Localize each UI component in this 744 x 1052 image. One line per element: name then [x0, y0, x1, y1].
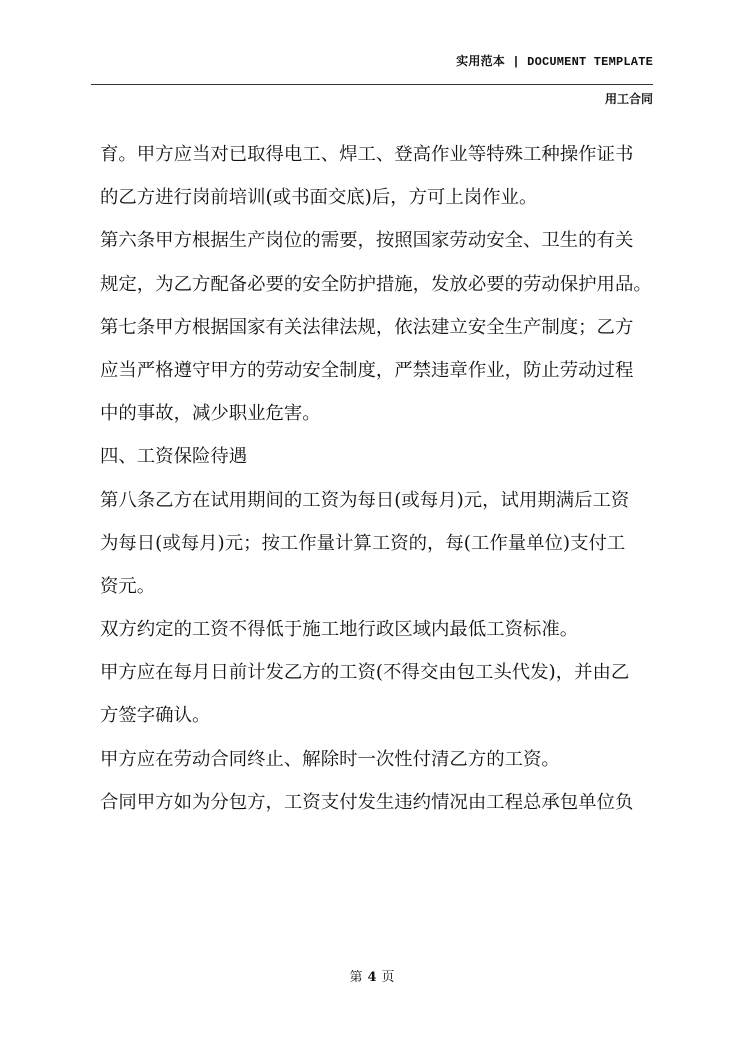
text-line: 中的事故，减少职业危害。	[100, 403, 321, 425]
text-line: 第七条甲方根据国家有关法律法规，依法建立安全生产制度；乙方	[100, 316, 634, 338]
text-line: 方签字确认。	[100, 705, 211, 727]
text-line: 规定，为乙方配备必要的安全防护措施，发放必要的劳动保护用品。	[100, 273, 652, 295]
text-line: 双方约定的工资不得低于施工地行政区域内最低工资标准。	[100, 619, 579, 641]
page-label-suffix: 页	[381, 970, 395, 985]
header-tag: 实用范本 | DOCUMENT TEMPLATE	[456, 55, 653, 69]
text-line: 资元。	[100, 575, 156, 597]
page-number: 4	[367, 970, 377, 985]
section-heading: 四、工资保险待遇	[100, 446, 248, 468]
text-line: 应当严格遵守甲方的劳动安全制度，严禁违章作业，防止劳动过程	[100, 359, 634, 381]
page-footer	[0, 966, 744, 985]
body-text	[100, 140, 660, 831]
text-line: 为每日(或每月)元；按工作量计算工资的，每(工作量单位)支付工	[100, 532, 626, 554]
text-line: 第六条甲方根据生产岗位的需要，按照国家劳动安全、卫生的有关	[100, 230, 634, 252]
text-line: 第八条乙方在试用期间的工资为每日(或每月)元，试用期满后工资	[100, 489, 630, 511]
header-divider	[91, 84, 653, 85]
text-line: 甲方应在劳动合同终止、解除时一次性付清乙方的工资。	[100, 748, 560, 770]
text-line: 甲方应在每月日前计发乙方的工资(不得交由包工头代发)，并由乙	[100, 662, 630, 684]
page-label-prefix: 第	[349, 970, 363, 985]
text-line: 育。甲方应当对已取得电工、焊工、登高作业等特殊工种操作证书	[100, 144, 634, 165]
document-subtitle: 用工合同	[604, 92, 653, 106]
text-line: 的乙方进行岗前培训(或书面交底)后，方可上岗作业。	[100, 187, 538, 209]
text-line: 合同甲方如为分包方，工资支付发生违约情况由工程总承包单位负	[100, 791, 634, 813]
